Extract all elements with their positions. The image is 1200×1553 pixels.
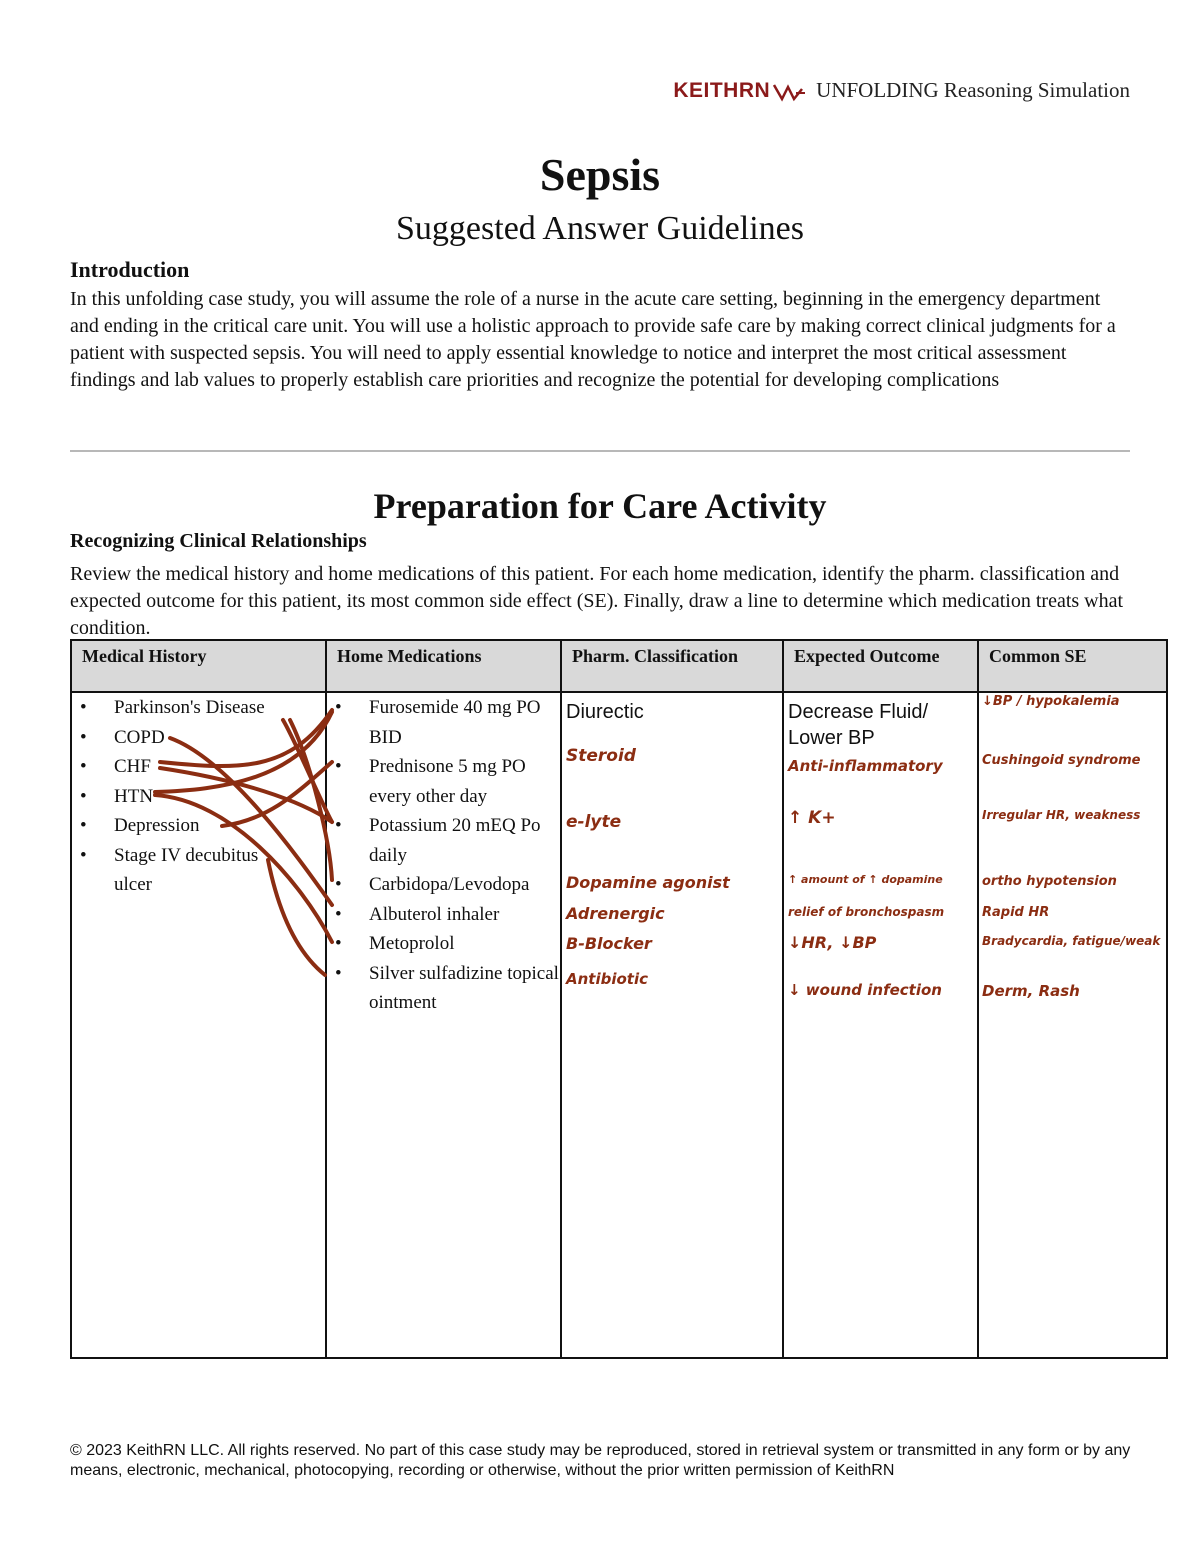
page-title: Sepsis (539, 149, 661, 200)
medical-history-list (72, 693, 325, 900)
hw-classification: Antibiotic (566, 970, 648, 988)
hw-outcome: ↓ wound infection (788, 981, 942, 999)
hw-outcome: ↑ K+ (788, 808, 836, 828)
list-item: • HTN (72, 782, 325, 812)
hw-classification: B-Blocker (566, 934, 652, 953)
list-item: • COPD (72, 723, 325, 753)
hw-common-se: ortho hypotension (982, 874, 1117, 889)
hw-common-se: Derm, Rash (982, 982, 1080, 1000)
header-home-medications: Home Medications (326, 640, 561, 692)
common-se-cell (978, 692, 1167, 1358)
home-medications-list (327, 693, 560, 1018)
list-item: • Depression (72, 811, 325, 841)
list-item: • Furosemide 40 mg PO BID (327, 693, 560, 752)
medical-history-cell (71, 692, 326, 1358)
typed-classification: Diurectic (566, 701, 644, 723)
hw-classification: Dopamine agonist (566, 873, 730, 892)
typed-outcome: Decrease Fluid/ Lower BP (788, 701, 929, 749)
list-item: • Silver sulfadizine topical ointment (327, 959, 560, 1018)
logo-mark-icon (772, 79, 806, 103)
list-item: • Parkinson's Disease (72, 693, 325, 723)
preparation-subheading: Recognizing Clinical Relationships (70, 530, 367, 552)
list-item: • Carbidopa/Levodopa (327, 870, 560, 900)
introduction-body: In this unfolding case study, you will assume the role of a nurse in the acute care setting, beginning in the emergency department and ending in the critical care unit. You will use a holistic approach to provide safe care by making correct clinical judgments for a patient with suspected sepsis. You will need to apply essential knowledge to notice and interpret the most critical assessment findings and lab values to properly establish care priorities and recognize the potential for developing complications (70, 288, 1116, 391)
hw-outcome: ↓HR, ↓BP (788, 933, 877, 952)
page-subtitle: Suggested Answer Guidelines (396, 210, 804, 247)
list-item: • Albuterol inhaler (327, 900, 560, 930)
hw-classification: Steroid (566, 746, 636, 766)
page-header (673, 78, 1130, 103)
hw-classification: e-lyte (566, 812, 622, 832)
header-text: UNFOLDING Reasoning Simulation (816, 78, 1130, 102)
hw-outcome: relief of bronchospasm (788, 905, 945, 919)
header-medical-history: Medical History (71, 640, 326, 692)
section-divider (70, 450, 1130, 452)
hw-common-se: Rapid HR (982, 905, 1050, 920)
header-expected-outcome: Expected Outcome (783, 640, 978, 692)
copyright-footer: © 2023 KeithRN LLC. All rights reserved. No part of this case study may be reproduced, stored in retrieval system or transmitted in any form or by any means, electronic, mechanical, photocopying, recording or otherwise, without the prior written permission of KeithRN (70, 1442, 1131, 1479)
table-body-row (71, 692, 1167, 1358)
expected-outcome-cell (783, 692, 978, 1358)
list-item: • CHF (72, 752, 325, 782)
header-common-se: Common SE (978, 640, 1167, 692)
pharm-classification-cell (561, 692, 783, 1358)
header-pharm-classification: Pharm. Classification (561, 640, 783, 692)
preparation-title: Preparation for Care Activity (373, 486, 827, 526)
keithrn-logo: KEITHRN (673, 79, 771, 102)
hw-classification: Adrenergic (566, 904, 665, 923)
hw-common-se: ↓BP / hypokalemia (982, 694, 1120, 709)
list-item: • Prednisone 5 mg PO every other day (327, 752, 560, 811)
preparation-body: Review the medical history and home medications of this patient. For each home medication, identify the pharm. classification and expected outcome for this patient, its most common side effect (SE). Finally, draw a line to determine which medication treats what condition. (70, 563, 1124, 639)
list-item: • Metoprolol (327, 929, 560, 959)
introduction-heading: Introduction (70, 257, 190, 282)
hw-common-se: Irregular HR, weakness (982, 808, 1141, 822)
hw-outcome: ↑ amount of ↑ dopamine (788, 873, 943, 886)
list-item: • Stage IV decubitus ulcer (72, 841, 274, 900)
hw-outcome: Anti-inflammatory (788, 757, 943, 775)
home-medications-cell (326, 692, 561, 1358)
hw-common-se: Cushingoid syndrome (982, 753, 1141, 768)
hw-common-se: Bradycardia, fatigue/weak (982, 934, 1161, 948)
list-item: • Potassium 20 mEQ Po daily (327, 811, 560, 870)
table-header-row (71, 640, 1167, 692)
